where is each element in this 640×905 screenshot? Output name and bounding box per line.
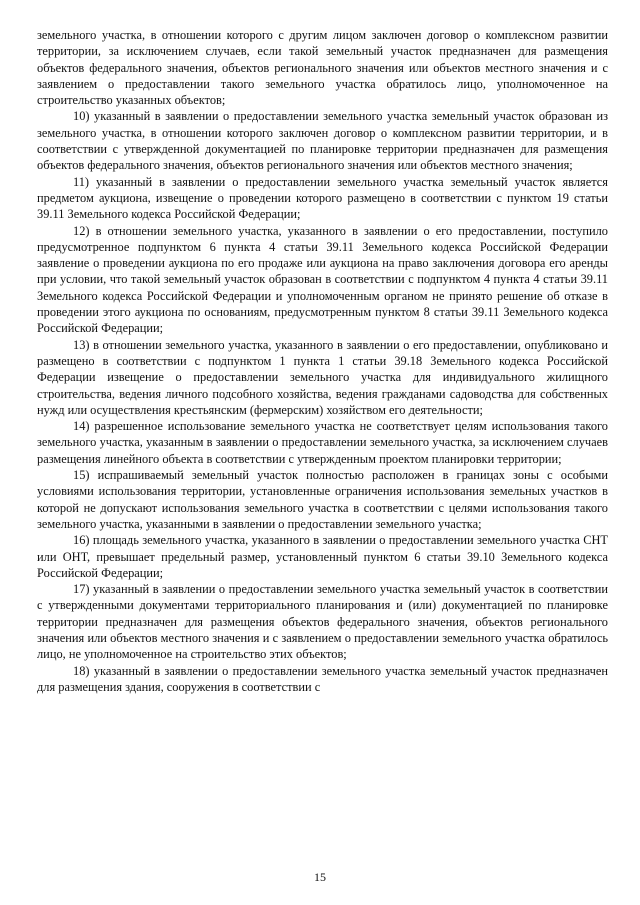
paragraph-item-11: 11) указанный в заявлении о предоставлении земельного участка земельный участок является предметом аукциона, извещение о проведении которого размещено в соответствии с пунктом 19 статьи 39.11 Земельного кодекса Российской Федерации; [37,174,608,222]
paragraph-continuation: земельного участка, в отношении которого с другим лицом заключен договор о комплексном развитии территории, за исключением случаев, если такой земельный участок предназначен для размещения объектов федерального значения, объектов регионального значения или объектов местного значения и с заявлением о предоставлении такого земельного участка обратилось лицо, уполномоченное на строительство указанных объектов; [37,28,608,108]
paragraph-item-12: 12) в отношении земельного участка, указанного в заявлении о его предоставлении, поступило предусмотренное подпунктом 6 пункта 4 статьи 39.11 Земельного кодекса Российской Федерации заявление о проведении аукциона по его продаже или аукциона на право заключения договора его аренды при условии, что такой земельный участок образован в соответствии с подпунктом 4 пункта 4 статьи 39.11 Земельного кодекса Российской Федерации и уполномоченным органом не принято решение об отказе в проведении этого аукциона по основаниям, предусмотренным пунктом 8 статьи 39.11 Земельного кодекса Российской Федерации; [37,223,608,336]
page-number: 15 [314,870,326,884]
document-body [37,27,608,695]
paragraph-item-14: 14) разрешенное использование земельного участка не соответствует целям использования такого земельного участка, указанным в заявлении о предоставлении земельного участка, за исключением случаев размещения линейного объекта в соответствии с утвержденным проектом планировки территории; [37,419,608,466]
paragraph-item-15: 15) испрашиваемый земельный участок полностью расположен в границах зоны с особыми условиями использования территории, установленные ограничения использования земельных участков в которой не допускают использования земельного участка в соответствии с целями использования такого земельного участка, указанными в заявлении о предоставлении земельного участка; [37,468,608,531]
paragraph-item-10: 10) указанный в заявлении о предоставлении земельного участка земельный участок образован из земельного участка, в отношении которого заключен договор о комплексном развитии территории, и в соответствии с утвержденной документацией по планировке территории предназначен для размещения объектов федерального значения, объектов регионального значения или объектов местного значения; [37,109,608,173]
paragraph-item-18: 18) указанный в заявлении о предоставлении земельного участка земельный участок предназначен для размещения здания, сооружения в соответствии с [37,663,608,694]
paragraph-item-16: 16) площадь земельного участка, указанного в заявлении о предоставлении земельного участка СНТ или ОНТ, превышает предельный размер, установленный пунктом 6 статьи 39.10 Земельного кодекса Российской Федерации; [37,533,608,580]
paragraph-item-17: 17) указанный в заявлении о предоставлении земельного участка земельный участок в соответствии с утвержденными документами территориального планирования и (или) документацией по планировке территории предназначен для размещения объектов федерального значения, объектов регионального значения или объектов местного значения и с заявлением о предоставлении земельного участка обратилось лицо, не уполномоченное на строительство этих объектов; [37,582,608,662]
paragraph-item-13: 13) в отношении земельного участка, указанного в заявлении о его предоставлении, опубликовано и размещено в соответствии с подпунктом 1 пункта 1 статьи 39.18 Земельного кодекса Российской Федерации извещение о предоставлении земельного участка для индивидуального жилищного строительства, ведения личного подсобного хозяйства, ведения гражданами садоводства для собственных нужд или осуществления крестьянским (фермерским) хозяйством его деятельности; [37,337,608,417]
